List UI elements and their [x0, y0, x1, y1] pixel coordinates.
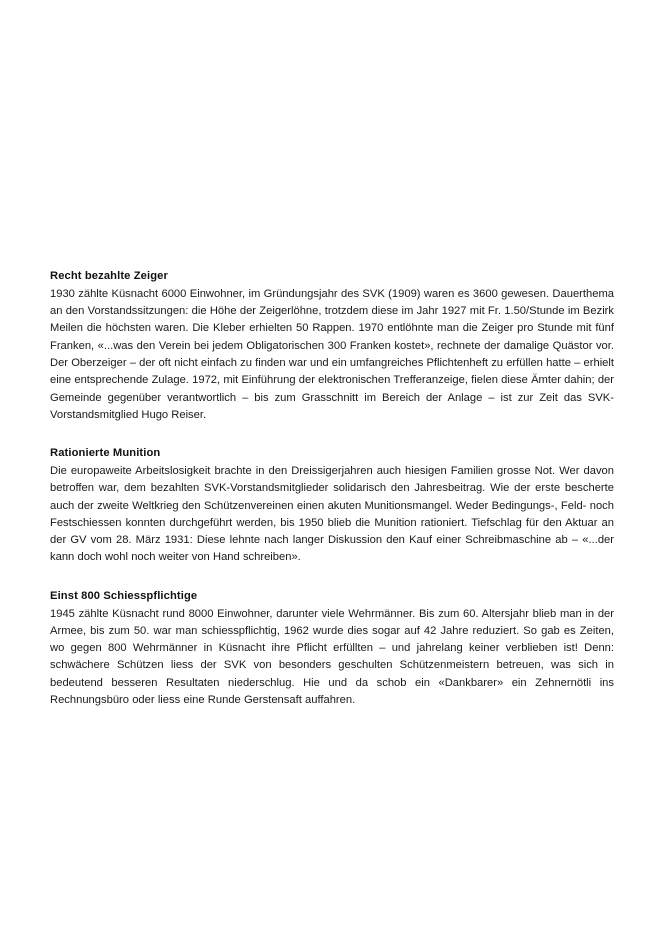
section-heading: Rationierte Munition: [50, 447, 161, 460]
section-einst-800-schiesspflichtige: [50, 588, 614, 710]
section-heading: Recht bezahlte Zeiger: [50, 270, 168, 282]
section-body: Die europaweite Arbeitslosigkeit brachte in den Dreissigerjahren auch hiesigen Familien grosse Not. Wer davon betroffen war, dem bezahlten SVK-Vorstandsmitglieder solidarisch den Jahresbeitrag. Wie der erste bescherte auch der zweite Weltkrieg den Schützenvereinen einen akuten Munitionsmangel. Weder Bedingungs-, Feld- noch Festschiessen konnten durchgeführt werden, bis 1950 blieb die Munition rationiert. Tiefschlag für den Aktuar an der GV vom 28. März 1931: Diese lehnte nach langer Diskussion den Kauf einer Schreibmaschine ab – «...der kann doch wohl noch weiter von Hand schreiben».: [50, 464, 614, 564]
section-body: 1945 zählte Küsnacht rund 8000 Einwohner, darunter viele Wehrmänner. Bis zum 60. Altersjahr blieb man in der Armee, bis zum 50. war man schiesspflichtig, 1962 wurde dies sogar auf 42 Jahre reduziert. So gab es Zeiten, wo gegen 800 Wehrmänner in Küsnacht ihre Pflicht erfüllten – und jahrelang keiner verblieben ist! Denn: schwächere Schützen liess der SVK von besonders geschulten Schützenmeistern betreuen, was sich in bedeutend besseren Resultaten niederschlug. Hie und da schob ein «Dankbarer» ein Zehnernötli ins Rechnungsbüro oder liess eine Runde Gerstensaft auffahren.: [50, 607, 614, 707]
section-heading: Einst 800 Schiesspflichtige: [50, 589, 198, 602]
section-body: 1930 zählte Küsnacht 6000 Einwohner, im Gründungsjahr des SVK (1909) waren es 3600 gewesen. Dauerthema an den Vorstandssitzungen: die Höhe der Zeigerlöhne, trotzdem diese im Jahr 1927 mit Fr. 1.50/Stunde im Bezirk Meilen die höchsten waren. Die Kleber erhielten 50 Rappen. 1970 entlöhnte man die Zeiger pro Stunde mit fünf Franken, «...was den Verein bei jedem Obligatorischen 300 Franken kostet», rechnete der damalige Quästor vor. Der Oberzeiger – der oft nicht einfach zu finden war und ein umfangreiches Pflichtenheft zu erfüllen hatte – erhielt eine entsprechende Zulage. 1972, mit Einführung der elektronischen Trefferanzeige, fielen diese Ämter dahin; der Gemeinde gegenüber verantwortlich – bis zum Grasschnitt im Bereich der Anlage – ist zur Zeit das SVK-Vorstandsmitglied Hugo Reiser.: [50, 287, 614, 421]
section-rationierte-munition: [50, 445, 614, 567]
section-recht-bezahlte-zeiger: [50, 268, 614, 424]
document-content: [50, 268, 614, 709]
